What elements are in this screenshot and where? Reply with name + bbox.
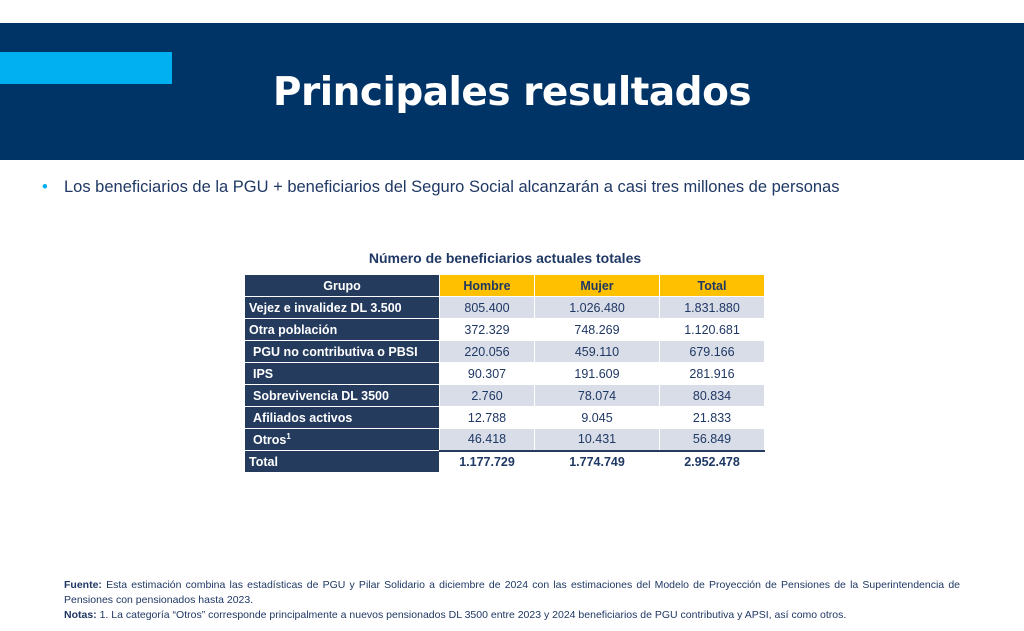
cell-hombre: 220.056 [440, 341, 535, 363]
header-hombre: Hombre [440, 275, 535, 297]
row-label-text: Otros [253, 433, 287, 448]
notes [64, 608, 960, 623]
row-label: PGU no contributiva o PBSI [245, 341, 440, 363]
table-title: Número de beneficiarios actuales totales [368, 250, 642, 266]
row-label: Otra población [245, 319, 440, 341]
cell-hombre: 805.400 [440, 297, 535, 319]
cell-total: 679.166 [660, 341, 765, 363]
total-label: Total [245, 451, 440, 473]
header-mujer: Mujer [535, 275, 660, 297]
table-header-row [245, 275, 765, 297]
footnotes [64, 578, 960, 623]
total-total: 2.952.478 [660, 451, 765, 473]
row-label: Sobrevivencia DL 3500 [245, 385, 440, 407]
table-row [245, 407, 765, 429]
cell-hombre: 12.788 [440, 407, 535, 429]
cell-hombre: 2.760 [440, 385, 535, 407]
header-total: Total [660, 275, 765, 297]
bullet-text: Los beneficiarios de la PGU + beneficiarios del Seguro Social alcanzarán a casi tres millones de personas [64, 178, 840, 196]
cell-hombre: 46.418 [440, 429, 535, 451]
table-row [245, 429, 765, 451]
cell-mujer: 9.045 [535, 407, 660, 429]
table-row [245, 341, 765, 363]
cell-total: 80.834 [660, 385, 765, 407]
cell-total: 281.916 [660, 363, 765, 385]
bullet-point [42, 178, 839, 197]
footnote-marker: 1 [286, 431, 291, 441]
cell-mujer: 459.110 [535, 341, 660, 363]
header-grupo: Grupo [245, 275, 440, 297]
source-label: Fuente: [64, 579, 102, 591]
cell-total: 56.849 [660, 429, 765, 451]
row-label: IPS [245, 363, 440, 385]
notes-label: Notas: [64, 609, 97, 621]
table-row [245, 385, 765, 407]
table-row [245, 363, 765, 385]
cell-mujer: 78.074 [535, 385, 660, 407]
source-text: Esta estimación combina las estadísticas de PGU y Pilar Solidario a diciembre de 2024 con las estimaciones del Modelo de Proyección de Pensiones de la Superintendencia de Pensiones con pensionados hasta 2023. [64, 579, 960, 606]
total-mujer: 1.774.749 [535, 451, 660, 473]
row-label: Afiliados activos [245, 407, 440, 429]
cell-mujer: 191.609 [535, 363, 660, 385]
cell-total: 21.833 [660, 407, 765, 429]
cell-mujer: 10.431 [535, 429, 660, 451]
cell-total: 1.831.880 [660, 297, 765, 319]
cell-hombre: 90.307 [440, 363, 535, 385]
row-label: Vejez e invalidez DL 3.500 [245, 297, 440, 319]
cell-mujer: 748.269 [535, 319, 660, 341]
table-row [245, 297, 765, 319]
total-hombre: 1.177.729 [440, 451, 535, 473]
notes-text: 1. La categoría “Otros” corresponde principalmente a nuevos pensionados DL 3500 entre 2023 y 2024 beneficiarios de PGU contributiva y APSI, así como otros. [99, 609, 847, 621]
cell-mujer: 1.026.480 [535, 297, 660, 319]
row-label [245, 429, 440, 451]
cell-hombre: 372.329 [440, 319, 535, 341]
table-row [245, 319, 765, 341]
bullet-icon: • [42, 178, 48, 196]
cell-total: 1.120.681 [660, 319, 765, 341]
page-title: Principales resultados [272, 70, 752, 115]
beneficiaries-table [244, 274, 765, 473]
total-row [245, 451, 765, 473]
source-note [64, 578, 960, 608]
